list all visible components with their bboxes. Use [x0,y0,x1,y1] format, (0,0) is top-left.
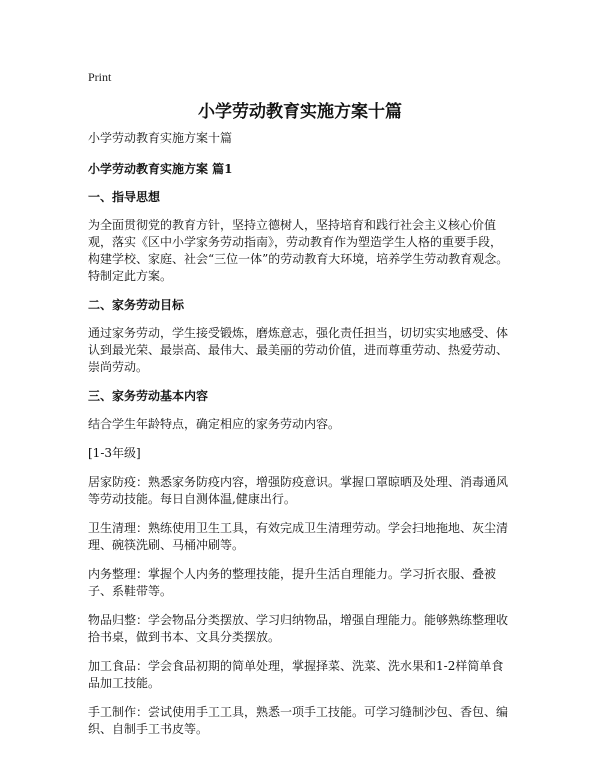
paragraph: 居家防疫：熟悉家务防疫内容，增强防疫意识。掌握口罩晾晒及处理、消毒通风等劳动技能。每日自测体温,健康出行。 [88,475,509,506]
section-heading: 二、家务劳动目标 [88,298,185,312]
section-heading: 三、家务劳动基本内容 [88,389,209,403]
print-label: Print [88,70,112,84]
document-content [88,130,513,750]
page-title: 小学劳动教育实施方案十篇 [198,102,402,122]
grade-label: [1-3年级] [88,446,141,460]
paragraph: 通过家务劳动，学生接受锻炼，磨炼意志，强化责任担当，切切实实地感受、体认到最光荣、最崇高、最伟大、最美丽的劳动价值，进而尊重劳动、热爱劳动、崇尚劳动。 [88,326,509,374]
paragraph: 内务整理：掌握个人内务的整理技能，提升生活自理能力。学习折衣服、叠被子、系鞋带等。 [88,567,497,598]
section-title: 小学劳动教育实施方案 篇1 [88,162,233,176]
paragraph: 手工制作：尝试使用手工工具，熟悉一项手工技能。可学习缝制沙包、香包、编织、自制手工书皮等。 [88,705,509,736]
paragraph: 卫生清理：熟练使用卫生工具，有效完成卫生清理劳动。学会扫地拖地、灰尘清理、碗筷洗刷、马桶冲刷等。 [88,521,509,552]
paragraph: 物品归整：学会物品分类摆放、学习归纳物品，增强自理能力。能够熟练整理收拾书桌，做到书本、文具分类摆放。 [88,613,509,644]
paragraph: 结合学生年龄特点，确定相应的家务劳动内容。 [88,417,341,431]
paragraph: 为全面贯彻党的教育方针，坚持立德树人，坚持培育和践行社会主义核心价值观，落实《区中小学家务劳动指南》，劳动教育作为塑造学生人格的重要手段，构建学校、家庭、社会“三位一体”的劳动教育大环境，培养学生劳动教育观念。特制定此方案。 [88,218,509,283]
document-subtitle: 小学劳动教育实施方案十篇 [88,131,233,145]
paragraph: 加工食品：学会食品初期的简单处理，掌握择菜、洗菜、洗水果和1-2样简单食品加工技能。 [88,659,504,690]
section-heading: 一、指导思想 [88,190,161,204]
